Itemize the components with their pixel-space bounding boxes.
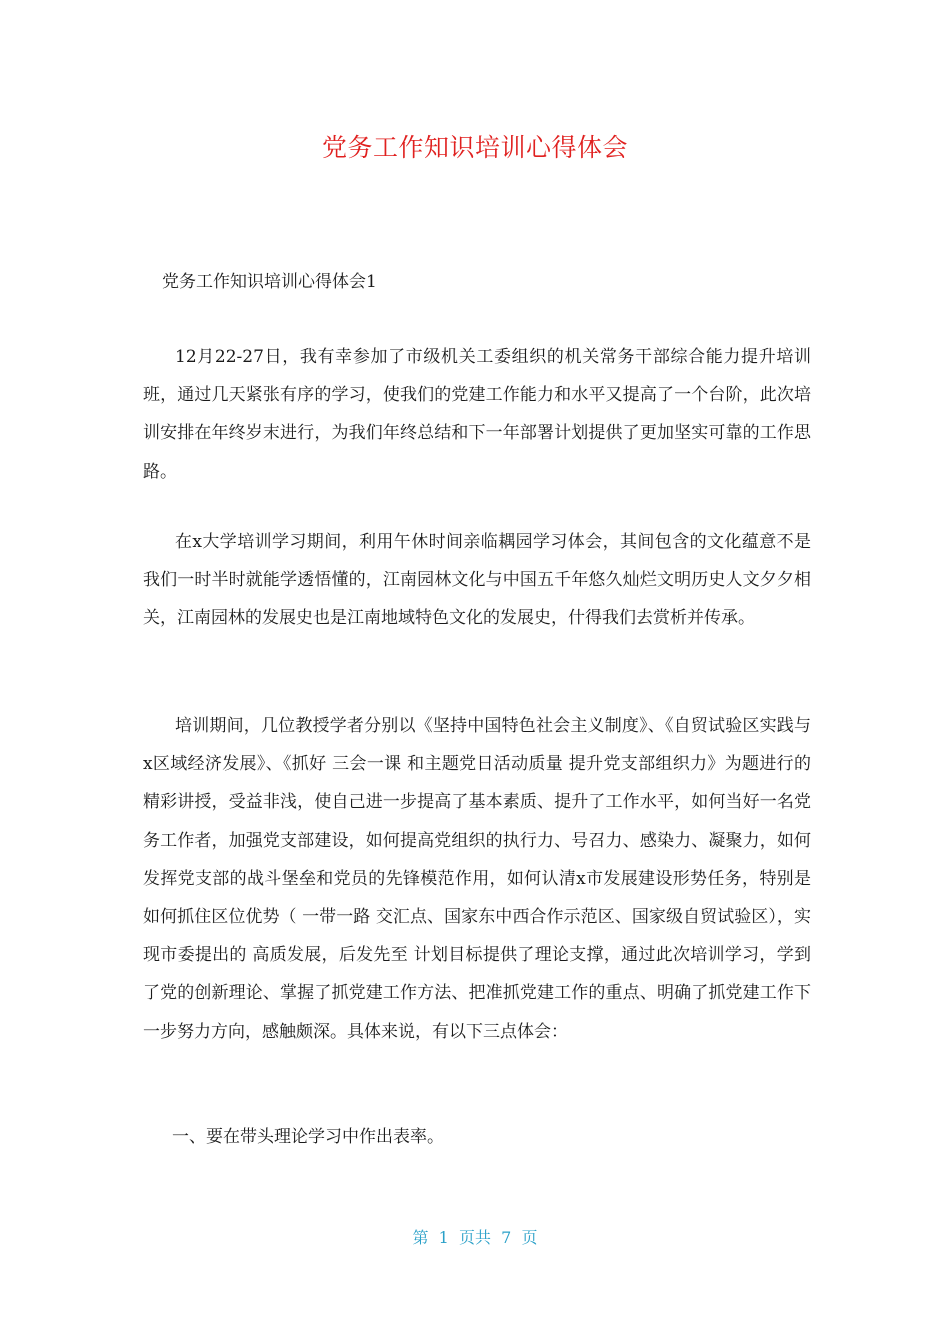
document-title: 党务工作知识培训心得体会 <box>321 133 628 162</box>
paragraph-1: 12月22-27日，我有幸参加了市级机关工委组织的机关常务干部综合能力提升培训班，通过几天紧张有序的学习，使我们的党建工作能力和水平又提高了一个台阶，此次培训安排在年终岁末进行，为我们年终总结和下一年部署计划提供了更加坚实可靠的工作思路。 <box>143 347 811 482</box>
paragraph-3: 培训期间，几位教授学者分别以《坚持中国特色社会主义制度》、《自贸试验区实践与x区域经济发展》、《抓好 三会一课 和主题党日活动质量 提升党支部组织力》为题进行的精彩讲授，受益非浅，使自己进一步提高了基本素质、提升了工作水平，如何当好一名党务工作者，加强党支部建设，如何提高党组织的执行力、号召力、感染力、凝聚力，如何发挥党支部的战斗堡垒和党员的先锋模范作用，如何认清x市发展建设形势任务，特别是如何抓住区位优势（ 一带一路 交汇点、国家东中西合作示范区、国家级自贸试验区），实现市委提出的 高质发展，后发先至 计划目标提供了理论支撑，通过此次培训学习，学到了党的创新理论、掌握了抓党建工作方法、把准抓党建工作的重点、明确了抓党建工作下一步努力方向，感触颇深。具体来说，有以下三点体会： <box>143 716 811 1042</box>
paragraph-2: 在x大学培训学习期间，利用午休时间亲临耦园学习体会，其间包含的文化蕴意不是我们一时半时就能学透悟懂的，江南园林文化与中国五千年悠久灿烂文明历史人文夕夕相关，江南园林的发展史也是江南地域特色文化的发展史，什得我们去赏析并传承。 <box>143 532 811 629</box>
sub-heading: 一、要在带头理论学习中作出表率。 <box>172 1127 444 1147</box>
section-heading: 党务工作知识培训心得体会1 <box>162 272 377 292</box>
page-number-footer: 第 1 页共 7 页 <box>412 1228 538 1247</box>
